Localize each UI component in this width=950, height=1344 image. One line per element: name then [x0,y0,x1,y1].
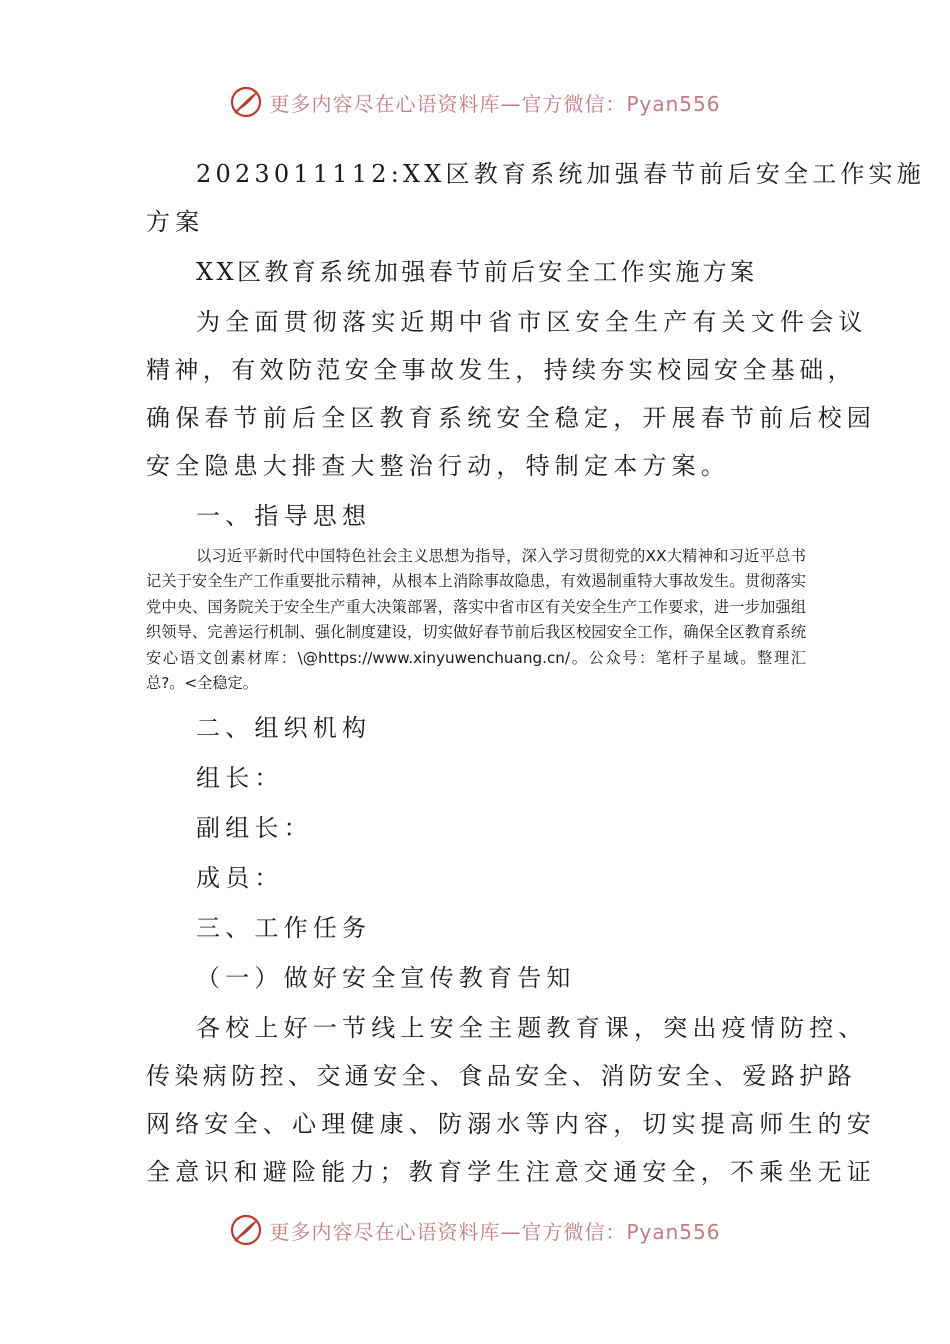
header-watermark-text: 更多内容尽在心语资料库—官方微信：Pyan556 [269,91,721,116]
subsection-1-line-3: 网络安全、心理健康、防溺水等内容，切实提高师生的安 [146,1110,876,1139]
feather-pen-logo-icon [229,1213,263,1247]
footer-watermark-banner [0,1208,950,1252]
document-subtitle: XX区教育系统加强春节前后安全工作实施方案 [196,258,758,286]
intro-line-4: 安全隐患大排查大整治行动，特制定本方案。 [146,452,730,480]
document-title-line-2: 方案 [146,208,205,236]
org-deputy-label: 副组长： [196,814,313,843]
document-title-line-1: 2023011112:XX区教育系统加强春节前后安全工作实施 [196,160,925,188]
intro-line-1: 为全面贯彻落实近期中省市区安全生产有关文件会议 [196,308,868,336]
feather-pen-logo-icon [229,85,263,119]
org-members-label: 成员： [196,864,284,893]
intro-line-2: 精神，有效防范安全事故发生，持续夯实校园安全基础， [146,356,856,384]
intro-line-3: 确保春节前后全区教育系统安全稳定，开展春节前后校园 [146,404,876,432]
subsection-1-line-4: 全意识和避险能力；教育学生注意交通安全，不乘坐无证 [146,1158,876,1187]
section-3-heading: 三、工作任务 [196,914,372,943]
header-watermark-banner [0,80,950,124]
footer-watermark-text: 更多内容尽在心语资料库—官方微信：Pyan556 [269,1219,721,1244]
subsection-1-heading: （一）做好安全宣传教育告知 [196,964,576,993]
org-leader-label: 组长： [196,764,284,793]
section-2-heading: 二、组织机构 [196,714,372,743]
subsection-1-line-1: 各校上好一节线上安全主题教育课，突出疫情防控、 [196,1014,868,1043]
subsection-1-line-2: 传染病防控、交通安全、食品安全、消防安全、爱路护路 [146,1062,856,1091]
section-1-heading: 一、指导思想 [196,502,372,530]
section-1-paragraph: 以习近平新时代中国特色社会主义思想为指导，深入学习贯彻党的XX大精神和习近平总书记关于安全生产工作重要批示精神，从根本上消除事故隐患，有效遏制重特大事故发生。贯彻落实党中央、国务院关于安全生产重大决策部署，落实中省市区有关安全生产工作要求，进一步加强组织领导、完善运行机制、强化制度建设，切实做好春节前后我区校园安全工作，确保全区教育系统安心语文创素材库：\@https://www.xinyuwenchuang.cn/。公众号：笔杆子星域。整理汇总?。<全稳定。 [146,547,806,693]
document-body [146,150,925,1196]
